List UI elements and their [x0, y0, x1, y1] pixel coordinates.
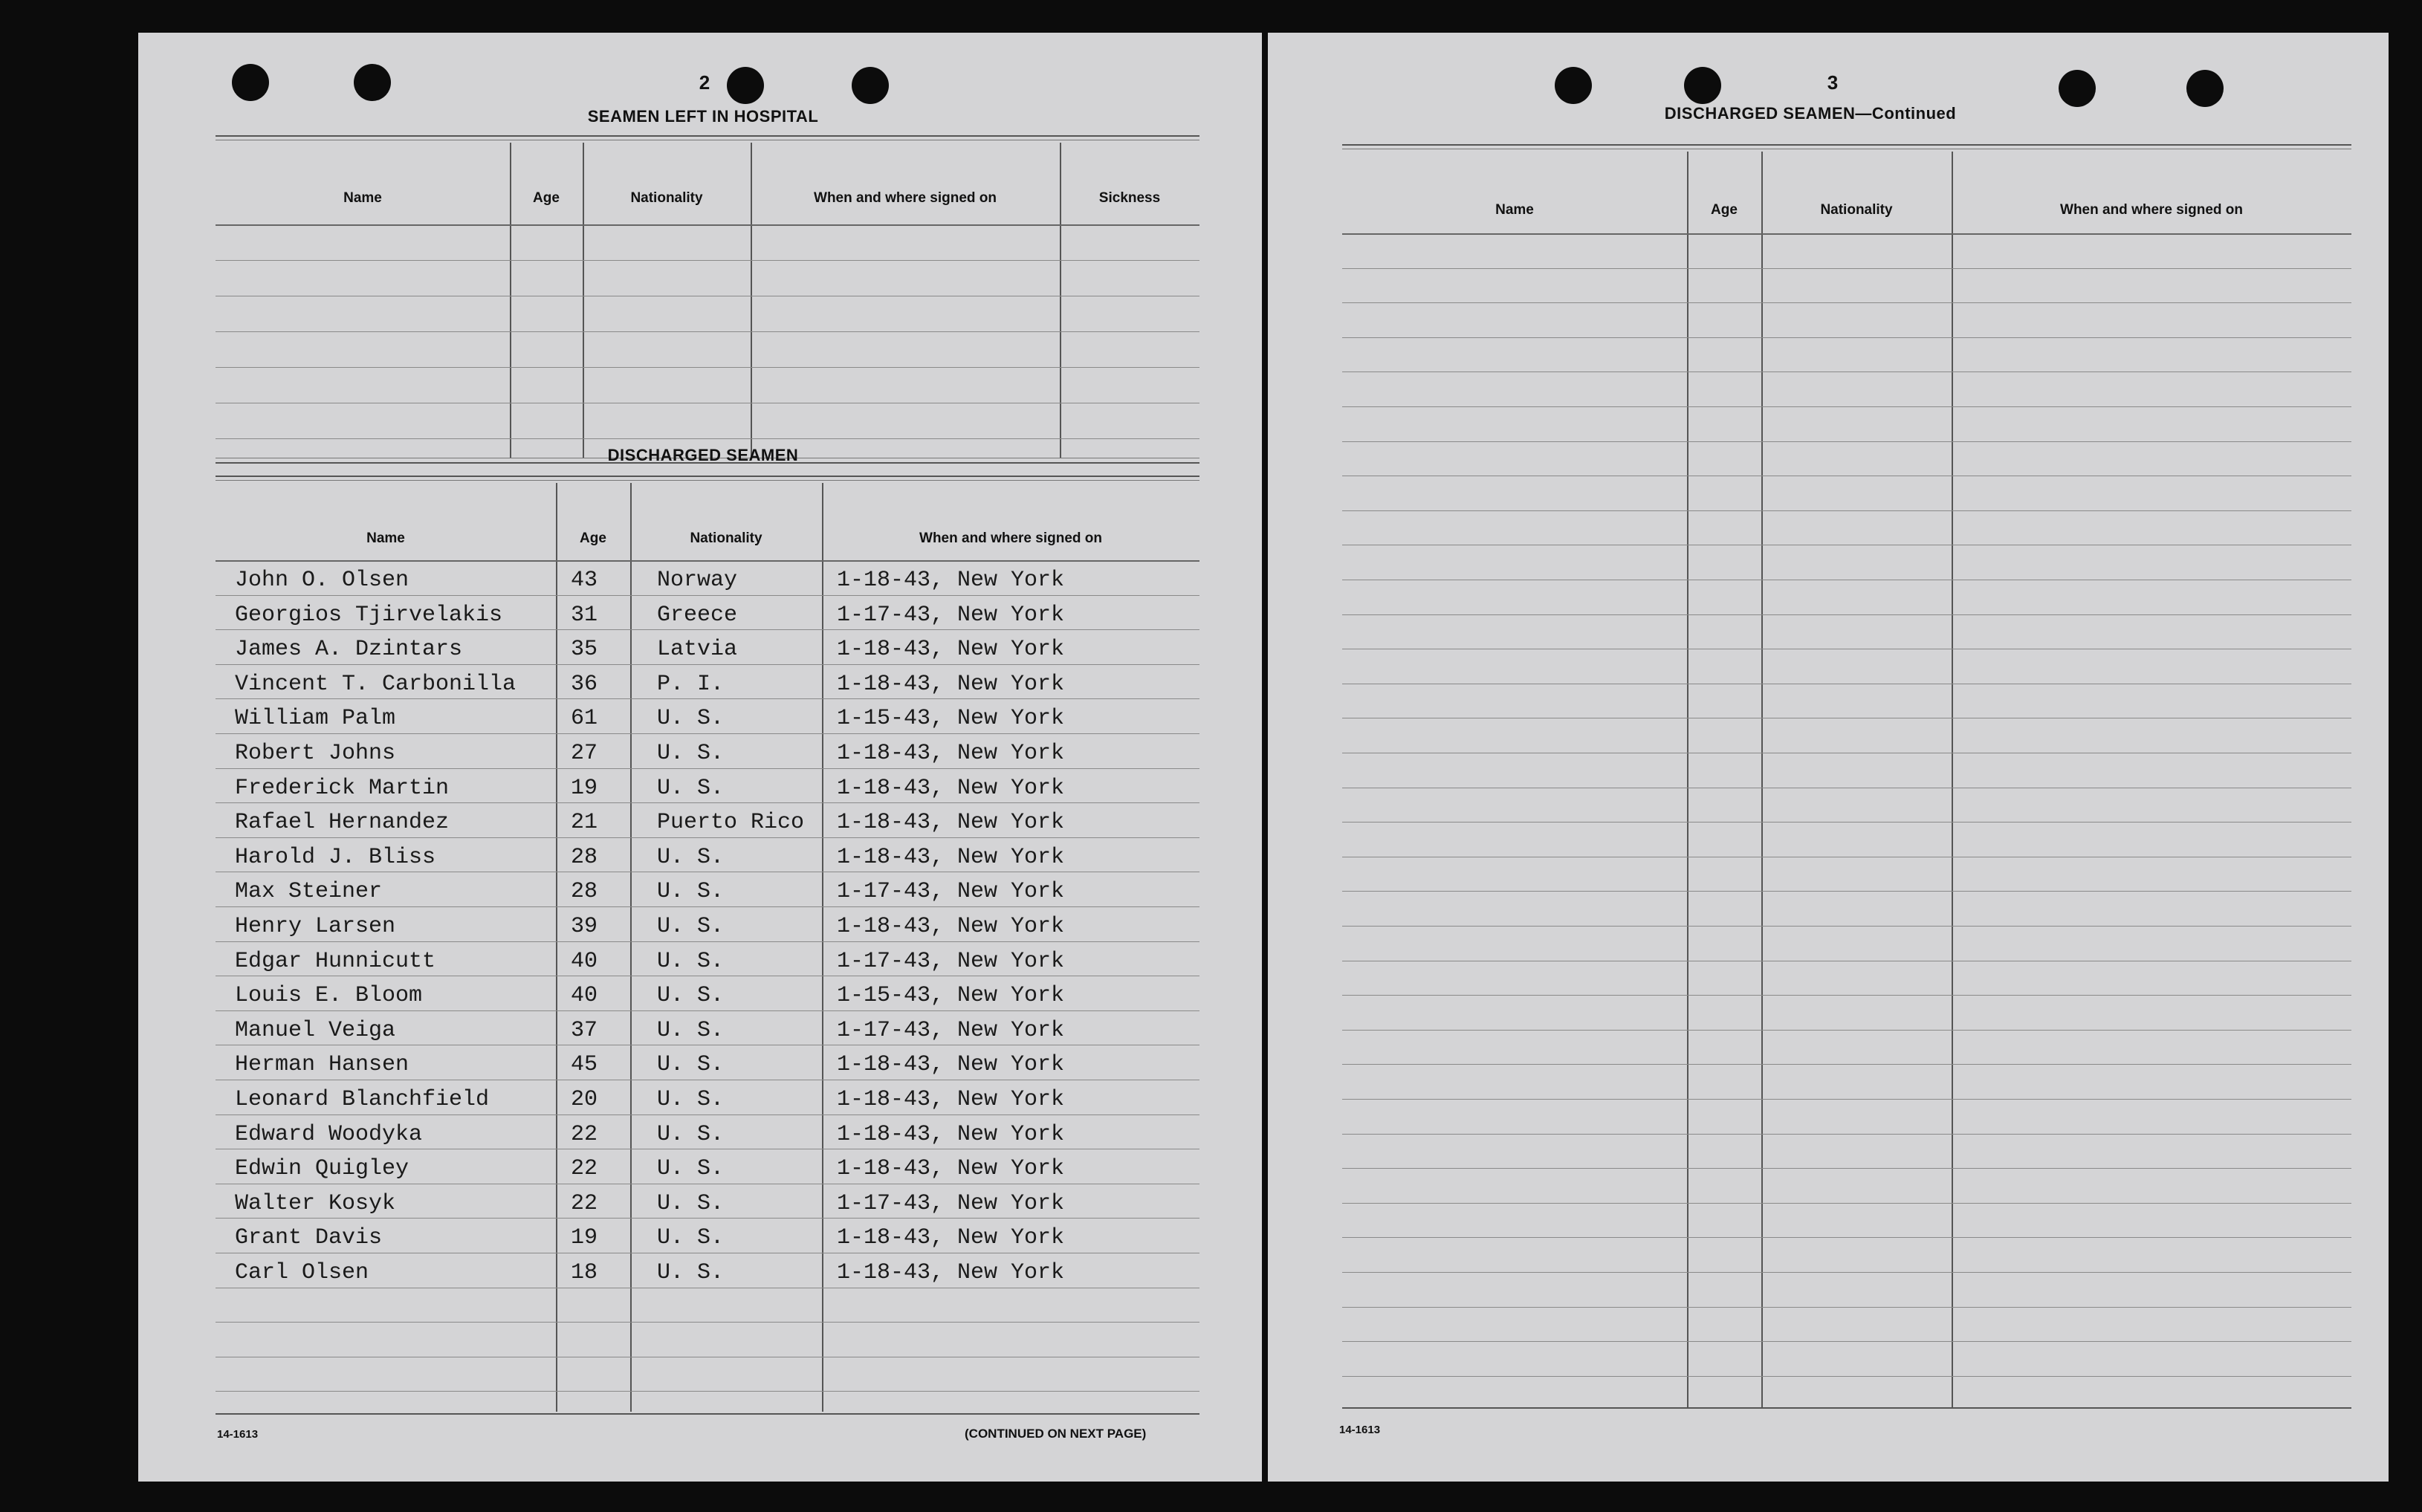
table-row: [216, 1054, 1199, 1088]
seaman-age: 19: [571, 775, 598, 801]
row-line: [216, 1322, 1199, 1323]
table-rule: [216, 1413, 1199, 1415]
table-row: [216, 604, 1199, 639]
table-row: [216, 707, 1199, 742]
seaman-age: 36: [571, 671, 598, 697]
column-header-sickness: Sickness: [1098, 190, 1161, 206]
signed-on-date-place: 1-18-43, New York: [837, 1121, 1065, 1147]
seaman-nationality: Latvia: [657, 637, 738, 663]
seaman-nationality: P. I.: [657, 671, 725, 697]
table-row: [216, 673, 1199, 708]
column-header-name: Name: [366, 531, 405, 546]
signed-on-date-place: 1-17-43, New York: [837, 948, 1065, 974]
signed-on-date-place: 1-17-43, New York: [837, 879, 1065, 905]
signed-on-date-place: 1-18-43, New York: [837, 844, 1065, 870]
column-header-age: Age: [1711, 202, 1738, 218]
seaman-name: Walter Kosyk: [235, 1190, 396, 1216]
row-line: [1342, 1272, 2351, 1273]
column-divider: [1952, 152, 1953, 1407]
seaman-age: 28: [571, 844, 598, 870]
column-header-signed-on: When and where signed on: [814, 190, 997, 206]
table-row: [216, 984, 1199, 1019]
row-line: [1342, 1341, 2351, 1342]
form-page-right: [1268, 33, 2389, 1482]
header-divider: [216, 560, 1199, 562]
signed-on-date-place: 1-17-43, New York: [837, 602, 1065, 628]
seaman-age: 22: [571, 1156, 598, 1182]
punch-hole: [1684, 67, 1721, 104]
seaman-nationality: U. S.: [657, 1017, 725, 1043]
seaman-age: 35: [571, 637, 598, 663]
seaman-nationality: U. S.: [657, 775, 725, 801]
seaman-nationality: U. S.: [657, 983, 725, 1009]
punch-hole: [354, 64, 391, 101]
signed-on-date-place: 1-17-43, New York: [837, 1017, 1065, 1043]
row-line: [1342, 268, 2351, 269]
seaman-name: James A. Dzintars: [235, 637, 463, 663]
form-number: 14-1613: [217, 1428, 259, 1441]
row-line: [216, 331, 1199, 332]
signed-on-date-place: 1-18-43, New York: [837, 671, 1065, 697]
table-row: [216, 1088, 1199, 1123]
seaman-name: Edward Woodyka: [235, 1121, 423, 1147]
header-divider: [1342, 233, 2351, 235]
seaman-nationality: U. S.: [657, 1225, 725, 1251]
seaman-age: 22: [571, 1190, 598, 1216]
column-divider: [1761, 152, 1763, 1407]
row-line: [1342, 302, 2351, 303]
continued-section-title: DISCHARGED SEAMEN—Continued: [1664, 104, 1957, 123]
signed-on-date-place: 1-18-43, New York: [837, 810, 1065, 836]
row-line: [1342, 441, 2351, 442]
column-divider: [751, 143, 752, 458]
row-line: [1342, 406, 2351, 407]
row-line: [1342, 1168, 2351, 1169]
seaman-name: Harold J. Bliss: [235, 844, 436, 870]
column-header-age: Age: [533, 190, 560, 206]
column-header-name: Name: [1495, 202, 1534, 218]
seaman-name: Manuel Veiga: [235, 1017, 396, 1043]
punch-hole: [232, 64, 269, 101]
seaman-nationality: U. S.: [657, 1121, 725, 1147]
seaman-name: Frederick Martin: [235, 775, 450, 801]
seaman-age: 22: [571, 1121, 598, 1147]
table-row: [216, 1019, 1199, 1054]
seaman-name: Louis E. Bloom: [235, 983, 423, 1009]
seaman-nationality: U. S.: [657, 1052, 725, 1078]
seaman-name: Robert Johns: [235, 741, 396, 766]
row-line: [1342, 1030, 2351, 1031]
column-divider: [1060, 143, 1061, 458]
table-row: [216, 777, 1199, 812]
seaman-name: Herman Hansen: [235, 1052, 409, 1078]
table-rule: [216, 480, 1199, 481]
form-number: 14-1613: [1339, 1424, 1381, 1436]
seaman-age: 39: [571, 914, 598, 939]
row-line: [216, 438, 1199, 439]
seaman-age: 28: [571, 879, 598, 905]
seaman-nationality: Norway: [657, 568, 738, 593]
seaman-age: 45: [571, 1052, 598, 1078]
row-line: [216, 1391, 1199, 1392]
signed-on-date-place: 1-18-43, New York: [837, 1260, 1065, 1285]
seaman-age: 37: [571, 1017, 598, 1043]
punch-hole: [852, 67, 889, 104]
punch-hole: [1555, 67, 1592, 104]
row-line: [1342, 1307, 2351, 1308]
seaman-name: Georgios Tjirvelakis: [235, 602, 503, 628]
signed-on-date-place: 1-15-43, New York: [837, 706, 1065, 732]
row-line: [216, 260, 1199, 261]
table-row: [216, 742, 1199, 777]
table-row: [216, 1123, 1199, 1158]
signed-on-date-place: 1-18-43, New York: [837, 1225, 1065, 1251]
table-row: [216, 1262, 1199, 1297]
hospital-section-title: SEAMEN LEFT IN HOSPITAL: [587, 107, 819, 126]
row-line: [1342, 371, 2351, 372]
row-line: [1342, 1376, 2351, 1377]
seaman-nationality: U. S.: [657, 1190, 725, 1216]
seaman-name: Edgar Hunnicutt: [235, 948, 436, 974]
seaman-nationality: U. S.: [657, 741, 725, 766]
column-header-nationality: Nationality: [630, 190, 703, 206]
continued-table: [1342, 152, 2351, 1407]
row-line: [1342, 926, 2351, 927]
seaman-name: Carl Olsen: [235, 1260, 369, 1285]
seaman-name: Max Steiner: [235, 879, 383, 905]
seaman-nationality: Greece: [657, 602, 738, 628]
row-line: [1342, 1099, 2351, 1100]
seaman-nationality: Puerto Rico: [657, 810, 805, 836]
seaman-age: 18: [571, 1260, 598, 1285]
seaman-age: 19: [571, 1225, 598, 1251]
signed-on-date-place: 1-18-43, New York: [837, 637, 1065, 663]
row-line: [1342, 995, 2351, 996]
seaman-age: 40: [571, 948, 598, 974]
seaman-nationality: U. S.: [657, 948, 725, 974]
column-header-nationality: Nationality: [1820, 202, 1893, 218]
seaman-age: 20: [571, 1087, 598, 1112]
signed-on-date-place: 1-18-43, New York: [837, 1087, 1065, 1112]
header-divider: [216, 224, 1199, 226]
discharged-table: [216, 483, 1199, 1412]
row-line: [1342, 337, 2351, 338]
column-divider: [510, 143, 511, 458]
seaman-age: 27: [571, 741, 598, 766]
seaman-name: John O. Olsen: [235, 568, 409, 593]
page-number: 2: [699, 71, 710, 94]
seaman-age: 61: [571, 706, 598, 732]
table-rule: [216, 135, 1199, 137]
table-row: [216, 569, 1199, 604]
table-row: [216, 915, 1199, 950]
seaman-name: Vincent T. Carbonilla: [235, 671, 517, 697]
table-row: [216, 880, 1199, 915]
seaman-nationality: U. S.: [657, 914, 725, 939]
seaman-nationality: U. S.: [657, 1087, 725, 1112]
seaman-name: Rafael Hernandez: [235, 810, 450, 836]
column-divider: [583, 143, 584, 458]
column-divider: [1687, 152, 1688, 1407]
table-row: [216, 811, 1199, 846]
seaman-nationality: U. S.: [657, 1156, 725, 1182]
signed-on-date-place: 1-17-43, New York: [837, 1190, 1065, 1216]
seaman-nationality: U. S.: [657, 706, 725, 732]
row-line: [216, 367, 1199, 368]
table-row: [216, 846, 1199, 881]
seaman-age: 21: [571, 810, 598, 836]
signed-on-date-place: 1-18-43, New York: [837, 568, 1065, 593]
seaman-age: 40: [571, 983, 598, 1009]
seaman-name: Grant Davis: [235, 1225, 383, 1251]
table-rule: [1342, 144, 2351, 146]
row-line: [1342, 1134, 2351, 1135]
column-header-nationality: Nationality: [690, 531, 762, 546]
table-row: [216, 1190, 1199, 1227]
row-line: [1342, 1237, 2351, 1238]
signed-on-date-place: 1-18-43, New York: [837, 775, 1065, 801]
table-row: [216, 638, 1199, 673]
signed-on-date-place: 1-18-43, New York: [837, 1156, 1065, 1182]
continued-note: (CONTINUED ON NEXT PAGE): [965, 1427, 1147, 1441]
table-row: [216, 1158, 1199, 1193]
seaman-name: Edwin Quigley: [235, 1156, 409, 1182]
seaman-age: 43: [571, 568, 598, 593]
row-line: [1342, 614, 2351, 615]
table-row: [216, 1227, 1199, 1262]
column-header-signed-on: When and where signed on: [2060, 202, 2243, 218]
seaman-nationality: U. S.: [657, 879, 725, 905]
seaman-name: William Palm: [235, 706, 396, 732]
table-rule: [1342, 1407, 2351, 1409]
discharged-section-title: DISCHARGED SEAMEN: [607, 446, 799, 464]
hospital-table: [216, 143, 1199, 458]
seaman-nationality: U. S.: [657, 844, 725, 870]
punch-hole: [727, 67, 764, 104]
seaman-nationality: U. S.: [657, 1260, 725, 1285]
punch-hole: [2186, 70, 2224, 107]
row-line: [1342, 891, 2351, 892]
column-header-name: Name: [343, 190, 382, 206]
signed-on-date-place: 1-18-43, New York: [837, 741, 1065, 766]
seaman-age: 31: [571, 602, 598, 628]
row-line: [1342, 1203, 2351, 1204]
seaman-name: Leonard Blanchfield: [235, 1087, 490, 1112]
punch-hole: [2059, 70, 2096, 107]
row-line: [1342, 1064, 2351, 1065]
table-row: [216, 950, 1199, 985]
page-number: 3: [1827, 71, 1839, 94]
column-header-age: Age: [580, 531, 606, 546]
signed-on-date-place: 1-18-43, New York: [837, 1052, 1065, 1078]
form-page-left: [138, 33, 1262, 1482]
table-rule: [216, 476, 1199, 477]
signed-on-date-place: 1-18-43, New York: [837, 914, 1065, 939]
signed-on-date-place: 1-15-43, New York: [837, 983, 1065, 1009]
row-line: [1342, 510, 2351, 511]
seaman-name: Henry Larsen: [235, 914, 396, 939]
column-header-signed-on: When and where signed on: [919, 531, 1102, 546]
